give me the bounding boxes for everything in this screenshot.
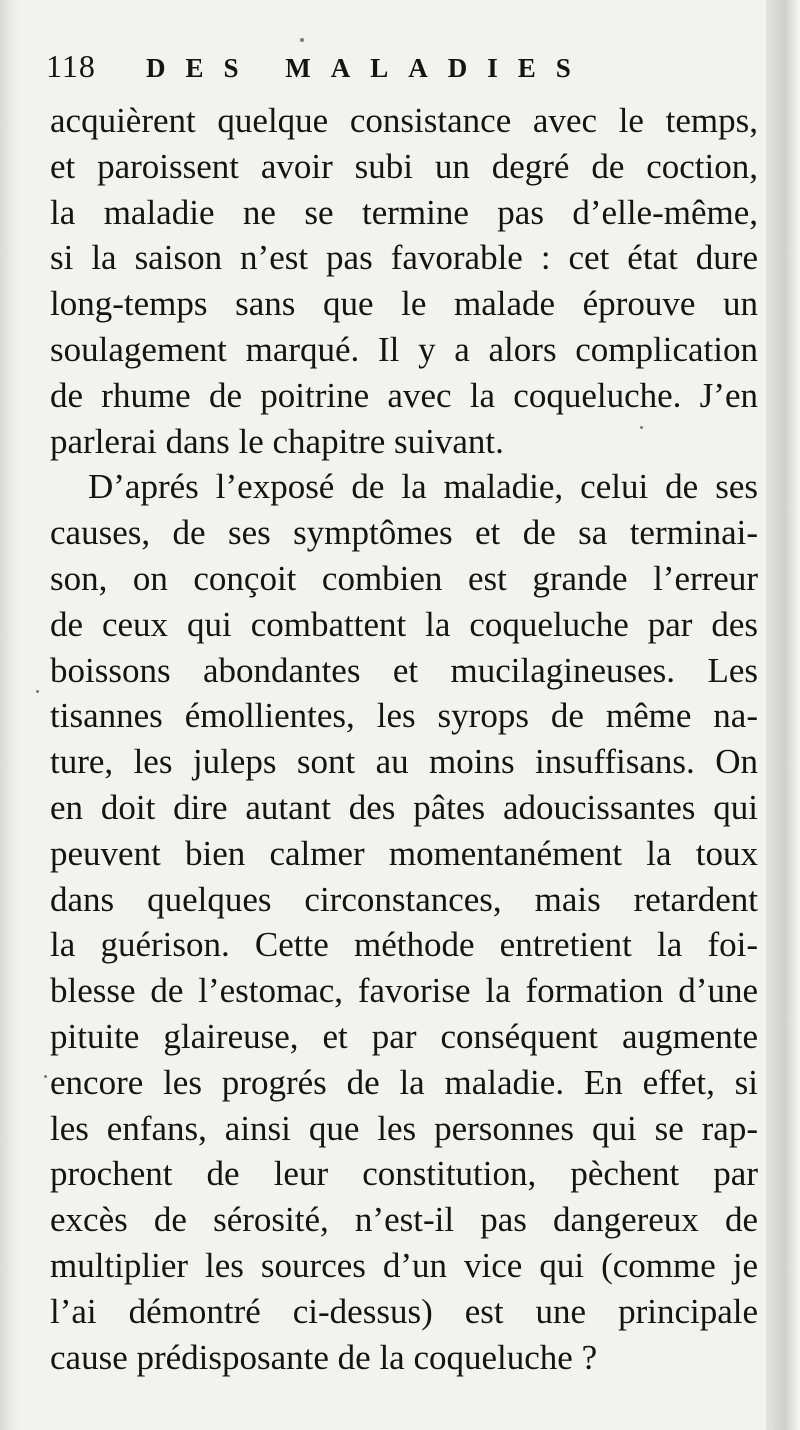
page-number: 118: [46, 48, 96, 84]
text-line: encore les progrés de la maladie. En effet, si: [50, 1062, 758, 1102]
running-head: [46, 44, 686, 88]
text-line: la maladie ne se termine pas d’elle-même,: [50, 192, 758, 232]
text-line: excès de sérosité, n’est-il pas dangereux de: [50, 1200, 758, 1240]
ink-speck: [640, 426, 643, 429]
text-line: multiplier les sources d’un vice qui (comme je: [50, 1245, 758, 1285]
text-line: tisannes émollientes, les syrops de même na-: [50, 696, 758, 736]
text-line: la guérison. Cette méthode entretient la foi-: [50, 925, 758, 965]
gutter-shadow: [0, 0, 18, 1430]
body-text: [50, 98, 758, 1380]
text-line: D’aprés l’exposé de la maladie, celui de ses: [88, 467, 758, 507]
text-line: cause prédisposante de la coqueluche ?: [50, 1337, 598, 1377]
text-line: soulagement marqué. Il y a alors complication: [50, 329, 758, 369]
text-line: en doit dire autant des pâtes adoucissantes qui: [50, 787, 758, 827]
text-line: les enfans, ainsi que les personnes qui se rap-: [50, 1108, 758, 1148]
text-line: boissons abondantes et mucilagineuses. Les: [50, 650, 758, 690]
text-line: long-temps sans que le malade éprouve un: [50, 284, 758, 324]
text-line: acquièrent quelque consistance avec le temps,: [50, 101, 758, 140]
ink-speck: [300, 38, 304, 42]
ink-speck: [44, 1075, 47, 1078]
text-line: causes, de ses symptômes et de sa terminai-: [50, 513, 758, 553]
page-edge-shadow: [766, 0, 800, 1430]
text-line: ture, les juleps sont au moins insuffisans. On: [50, 742, 758, 782]
text-line: son, on conçoit combien est grande l’erreur: [50, 558, 758, 598]
text-line: prochent de leur constitution, pèchent par: [50, 1154, 758, 1194]
text-line: l’ai démontré ci-dessus) est une principale: [50, 1291, 758, 1331]
text-line: de ceux qui combattent la coqueluche par des: [50, 604, 758, 644]
text-line: de rhume de poitrine avec la coqueluche. J’en: [50, 375, 758, 415]
text-line: et paroissent avoir subi un degré de coction,: [50, 146, 758, 186]
text-line: pituite glaireuse, et par conséquent augmente: [50, 1016, 758, 1056]
ink-speck: [36, 690, 39, 693]
text-line: parlerai dans le chapitre suivant.: [50, 421, 504, 461]
text-line: dans quelques circonstances, mais retardent: [50, 879, 758, 919]
running-title: DES MALADIES: [146, 53, 591, 83]
text-line: blesse de l’estomac, favorise la formation d’une: [50, 971, 758, 1011]
text-line: si la saison n’est pas favorable : cet état dure: [50, 238, 758, 278]
text-line: peuvent bien calmer momentanément la toux: [50, 833, 758, 873]
